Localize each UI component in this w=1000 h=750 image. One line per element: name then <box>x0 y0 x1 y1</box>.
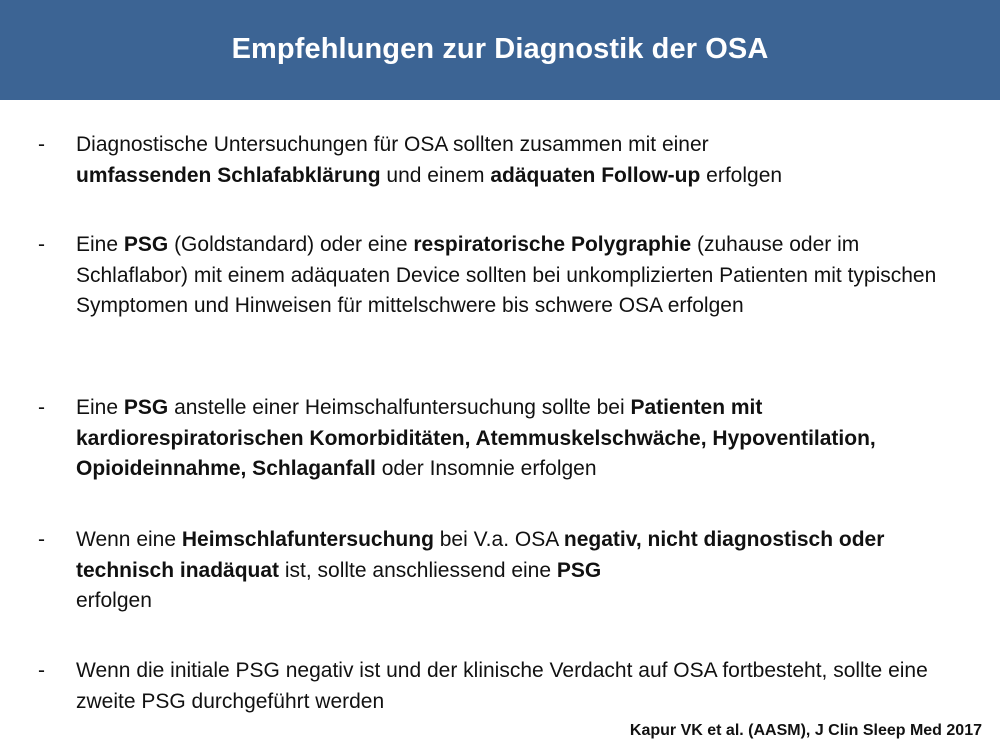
bullet-bold-segment: negativ, nicht diagnostisch oder technisch inadäquat <box>76 528 885 582</box>
bullet-bold-segment: PSG <box>123 396 169 419</box>
bullet-text-segment: bei V.a. OSA <box>433 528 564 551</box>
bullet-text <box>76 230 976 322</box>
bullet-text-segment: oder Insomnie erfolgen <box>375 457 597 480</box>
bullet-bold-segment: PSG <box>123 233 169 256</box>
bullet-marker: - <box>38 233 45 256</box>
bullet-bold-segment: Heimschlafuntersuchung <box>181 528 434 551</box>
bullet-text-segment: Eine <box>76 396 124 419</box>
bullet-bold-segment: umfassenden Schlafabklärung <box>76 163 381 187</box>
bullet-text-segment: (zuhause oder im Schlaflabor) mit einem adäquaten Device sollten bei unkomplizierten Patienten mit typischen Symptomen und Hinweisen für mittelschwere bis schwere OSA erfolgen <box>76 233 937 317</box>
bullet-text-segment: erfolgen <box>700 163 783 187</box>
bullet-bold-segment: PSG <box>556 558 602 582</box>
bullet-text-segment: Eine <box>76 233 124 256</box>
bullet-bold-segment: respiratorische Polygraphie <box>413 233 692 256</box>
bullet-text-segment: anstelle einer Heimschalfuntersuchung sollte bei <box>168 396 631 419</box>
bullet-text <box>76 656 976 717</box>
bullet-text <box>76 130 976 191</box>
bullet-text-segment: Diagnostische Untersuchungen für OSA sollten zusammen mit einer <box>76 133 709 156</box>
bullet-text-segment: und einem <box>380 163 491 187</box>
citation: Kapur VK et al. (AASM), J Clin Sleep Med 2017 <box>629 722 982 739</box>
bullet-bold-segment: adäquaten Follow-up <box>490 163 701 187</box>
bullet-bold-segment: Patienten mit kardiorespiratorischen Komorbiditäten, Atemmuskelschwäche, Hypoventilation, Opioideinnahme, Schlaganfall <box>76 396 876 480</box>
bullet-text-segment: erfolgen <box>76 589 152 612</box>
bullet-marker: - <box>38 133 45 156</box>
bullet-marker: - <box>38 528 45 551</box>
bullet-text <box>76 525 976 617</box>
bullet-text <box>76 393 976 485</box>
bullet-text-segment: Wenn die initiale PSG negativ ist und der klinische Verdacht auf OSA fortbesteht, sollte eine zweite PSG durchgeführt werden <box>76 659 928 713</box>
bullet-marker: - <box>38 659 45 682</box>
bullet-text-segment: (Goldstandard) oder eine <box>168 233 414 256</box>
page-title: Empfehlungen zur Diagnostik der OSA <box>231 32 769 65</box>
bullet-text-segment: ist, sollte anschliessend eine <box>279 558 557 582</box>
bullet-marker: - <box>38 396 45 419</box>
bullet-text-segment: Wenn eine <box>76 528 182 551</box>
